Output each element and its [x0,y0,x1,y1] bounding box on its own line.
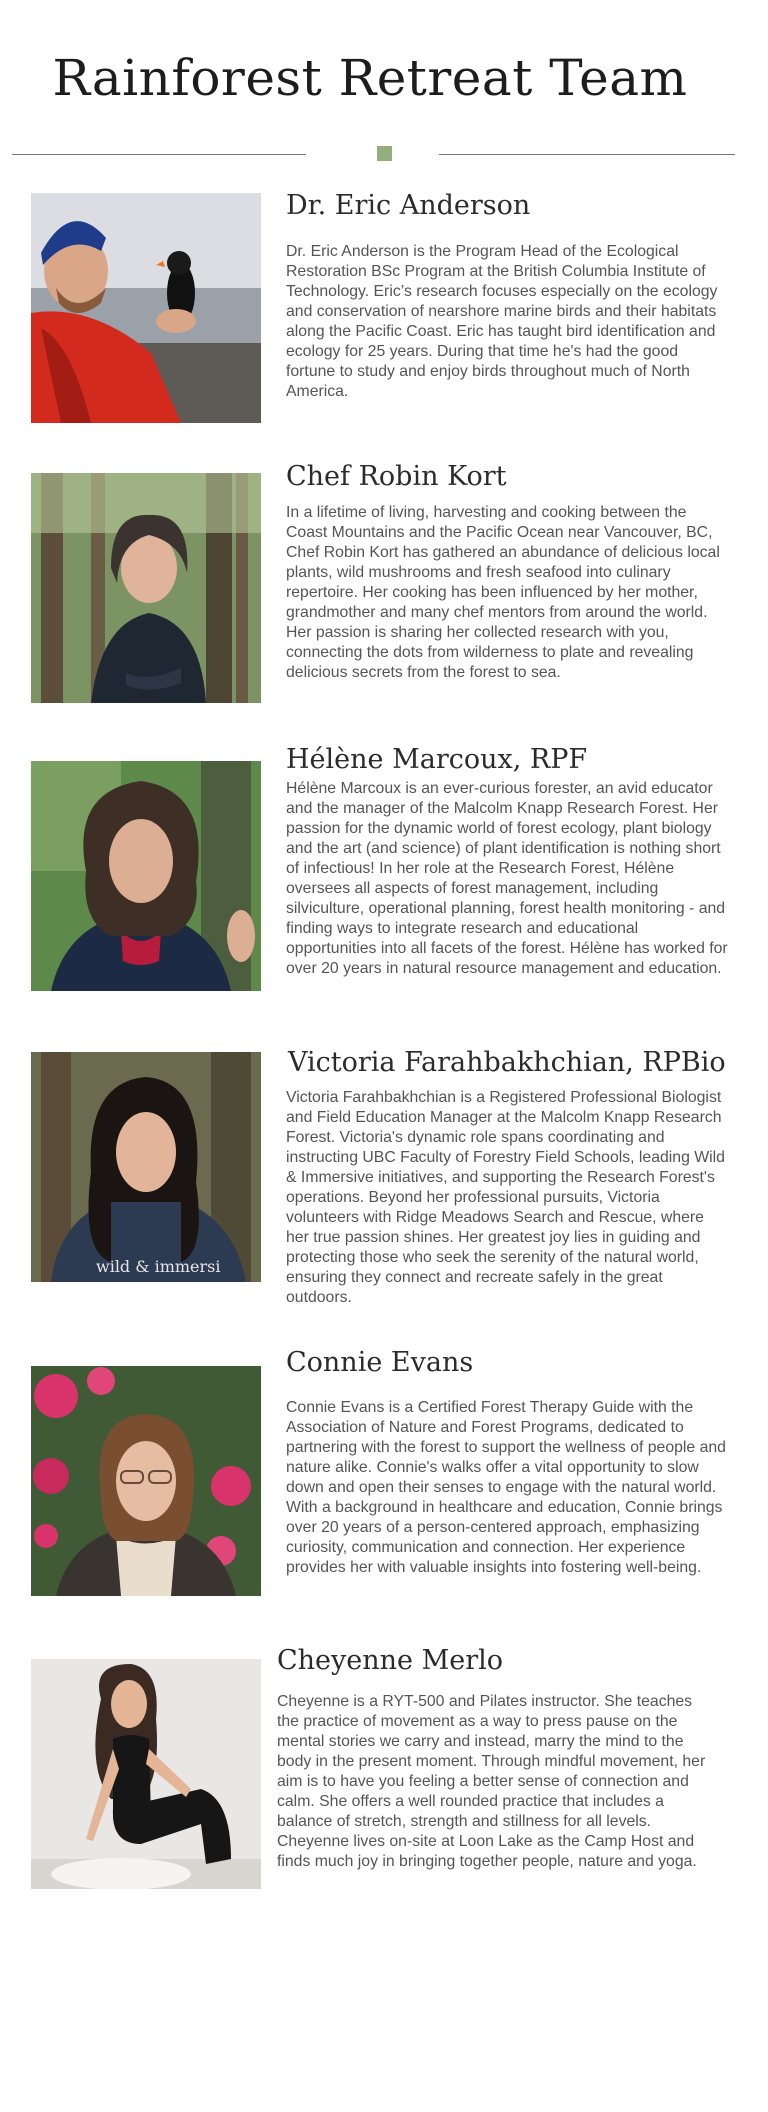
robin-kort-photo [31,473,261,703]
connie-evans-photo [31,1366,261,1596]
helene-marcoux-name: Hélène Marcoux, RPF [286,744,588,775]
cheyenne-merlo-bio: Cheyenne is a RYT-500 and Pilates instructor. She teaches the practice of movement as a way to press pause on the mental stories we carry and instead, marry the mind to the body in the present moment. Through mindful movement, her aim is to have you feeling a better sense of connection and calm. She offers a well rounded practice that includes a balance of stretch, strength and stillness for all levels. Cheyenne lives on-site at Loon Lake as the Camp Host and finds much joy in bringing together people, nature and yoga. [277,1693,706,1870]
victoria-farahbakhchian-bio: Victoria Farahbakhchian is a Registered Professional Biologist and Field Education Manager at the Malcolm Knapp Research Forest. Victoria's dynamic role spans coordinating and instructing UBC Faculty of Forestry Field Schools, leading Wild & Immersive initiatives, and supporting the Research Forest's operations. Beyond her professional pursuits, Victoria volunteers with Ridge Meadows Search and Rescue, where her true passion shines. Her greatest joy lies in guiding and protecting those who seek the serenity of the natural world, ensuring they connect and recreate safely in the great outdoors. [286,1089,725,1306]
eric-anderson-bio: Dr. Eric Anderson is the Program Head of the Ecological Restoration BSc Program at the British Columbia Institute of Technology. Eric’s research focuses especially on the ecology and conservation of nearshore marine birds and their habitats along the Pacific Coast. Eric has taught bird identification and ecology for 25 years. During that time he's had the good fortune to study and enjoy birds throughout much of North America. [286,243,718,400]
connie-evans-bio: Connie Evans is a Certified Forest Therapy Guide with the Association of Nature and Forest Programs, dedicated to partnering with the forest to support the wellness of people and nature alike. Connie's walks offer a vital opportunity to slow down and open their senses to engage with the natural world. With a background in healthcare and education, Connie brings over 20 years of a person-centered approach, emphasizing curiosity, communication and connection. Her experience provides her with valuable insights into fostering well-being. [286,1399,726,1576]
robin-kort-bio: In a lifetime of living, harvesting and cooking between the Coast Mountains and the Pacific Ocean near Vancouver, BC, Chef Robin Kort has gathered an abundance of delicious local plants, wild mushrooms and fresh seafood into culinary repertoire. Her cooking has been influenced by her mother, grandmother and many chef mentors from around the world. Her passion is sharing her collected research with you, connecting the dots from wilderness to plate and revealing delicious secrets from the forest to sea. [286,504,720,681]
robin-kort-name: Chef Robin Kort [286,461,507,492]
helene-marcoux-photo [31,761,261,991]
divider-right [439,154,735,155]
shirt-logo-text: wild & immersi [96,1257,221,1276]
eric-anderson-photo [31,193,261,423]
cheyenne-merlo-photo [31,1659,261,1889]
divider-square [377,146,392,161]
divider-left [12,154,306,155]
eric-anderson-name: Dr. Eric Anderson [286,190,531,221]
connie-evans-name: Connie Evans [286,1347,474,1378]
victoria-farahbakhchian-photo [31,1052,261,1282]
helene-marcoux-bio: Hélène Marcoux is an ever-curious forester, an avid educator and the manager of the Malcolm Knapp Research Forest. Her passion for the dynamic world of forest ecology, plant biology and the art (and science) of plant identification is nothing short of infectious! In her role at the Research Forest, Hélène oversees all aspects of forest management, including silviculture, operational planning, forest health monitoring - and finding ways to integrate research and educational opportunities into all facets of the forest. Hélène has worked for over 20 years in natural resource management and education. [286,780,728,977]
victoria-farahbakhchian-name: Victoria Farahbakhchian, RPBio [288,1047,726,1078]
cheyenne-merlo-name: Cheyenne Merlo [277,1645,504,1676]
page-title: Rainforest Retreat Team [52,49,688,107]
